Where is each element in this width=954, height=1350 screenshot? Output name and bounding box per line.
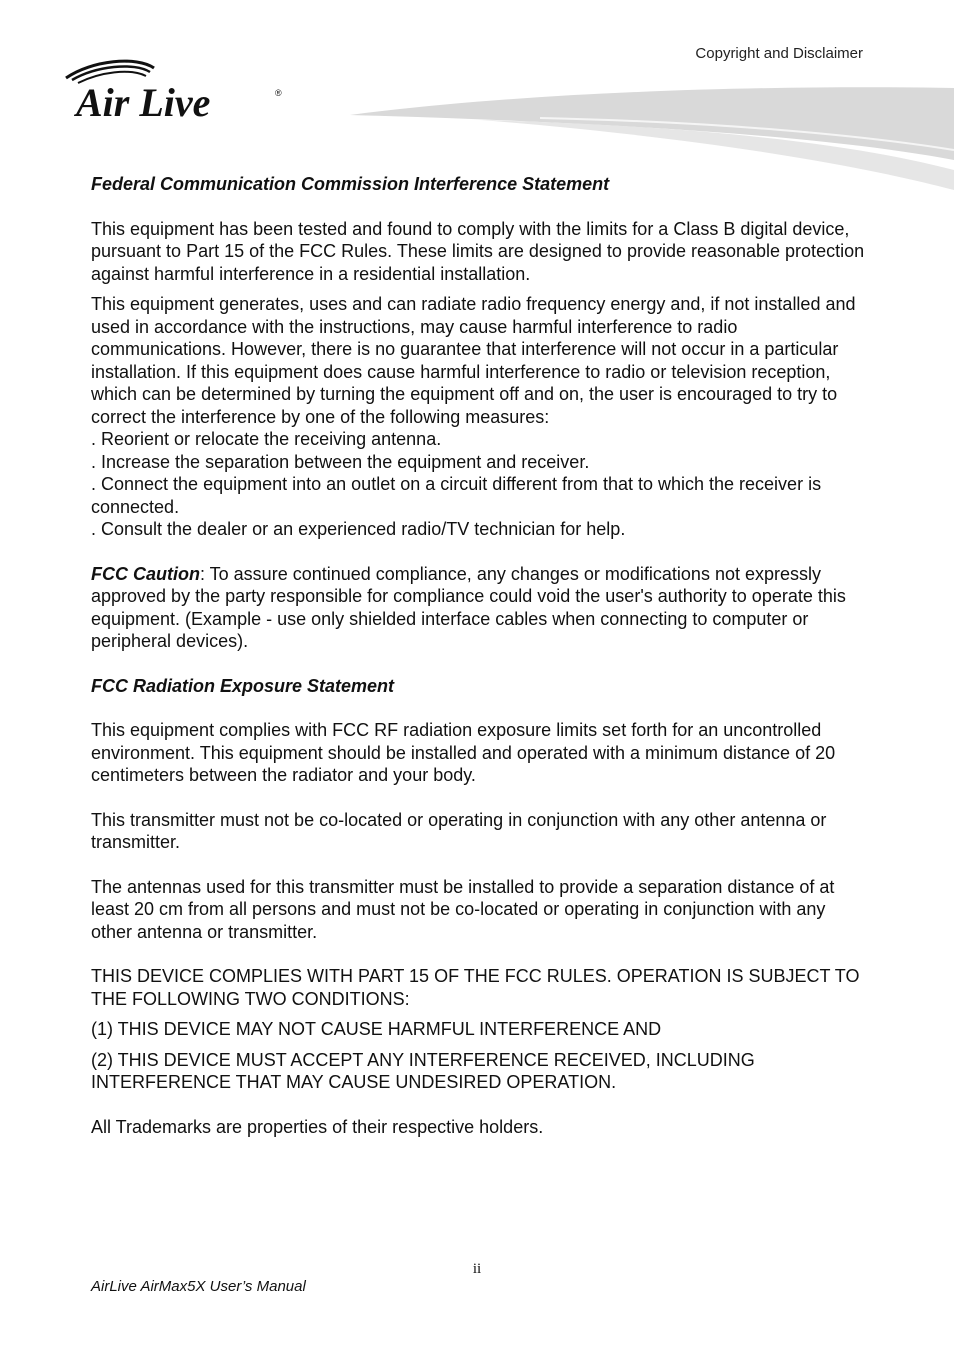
registered-mark: ®	[275, 88, 282, 98]
page-number: ii	[472, 1261, 482, 1277]
section-title: Copyright and Disclaimer	[695, 45, 863, 62]
fcc-interference-heading: Federal Communication Commission Interference Statement	[91, 174, 610, 194]
measure-item: . Increase the separation between the equipment and receiver.	[91, 451, 590, 472]
fcc-radiation-heading: FCC Radiation Exposure Statement	[91, 675, 395, 696]
part15-condition-2: (2) THIS DEVICE MUST ACCEPT ANY INTERFERENCE RECEIVED, INCLUDING INTERFERENCE THAT MAY CAUSE UNDESIRED OPERATION.	[91, 1049, 755, 1092]
trademarks-note: All Trademarks are properties of their respective holders.	[91, 1116, 544, 1137]
footer-manual-title: AirLive AirMax5X User’s Manual	[91, 1278, 306, 1295]
part15-intro: THIS DEVICE COMPLIES WITH PART 15 OF THE FCC RULES. OPERATION IS SUBJECT TO THE FOLLOWING TWO CONDITIONS:	[91, 966, 860, 1009]
fcc-interference-para-2: This equipment generates, uses and can radiate radio frequency energy and, if not installed and used in accordance with the instructions, may cause harmful interference to radio communications. However, there is no guarantee that interference will not occur in a particular installation. If this equipment does cause harmful interference to radio or television reception, which can be determined by turning the equipment off and on, the user is encouraged to try to correct the interference by one of the following measures:	[91, 294, 856, 427]
document-body	[91, 173, 871, 1138]
fcc-radiation-para-3: The antennas used for this transmitter must be installed to provide a separation distance of at least 20 cm from all persons and must not be co-located or operating in conjunction with any other antenna or transmitter.	[91, 876, 835, 942]
logo-wordmark: Air Live	[76, 80, 211, 124]
fcc-radiation-para-1: This equipment complies with FCC RF radiation exposure limits set forth for an uncontrolled environment. This equipment should be installed and operated with a minimum distance of 20 centimeters between the radiator and your body.	[91, 720, 836, 785]
fcc-caution-paragraph	[91, 563, 871, 653]
fcc-radiation-para-2: This transmitter must not be co-located or operating in conjunction with any other antenna or transmitter.	[91, 809, 827, 852]
airlive-logo	[62, 58, 292, 124]
fcc-interference-para-1: This equipment has been tested and found to comply with the limits for a Class B digital device, pursuant to Part 15 of the FCC Rules. These limits are designed to provide reasonable protection against harmful interference in a residential installation.	[91, 218, 865, 284]
measure-item: . Reorient or relocate the receiving antenna.	[91, 429, 442, 449]
fcc-caution-label: FCC Caution	[91, 563, 200, 584]
part15-condition-1: (1) THIS DEVICE MAY NOT CAUSE HARMFUL INTERFERENCE AND	[91, 1019, 662, 1039]
measure-item: . Consult the dealer or an experienced radio/TV technician for help.	[91, 519, 626, 539]
fcc-caution-text: : To assure continued compliance, any changes or modifications not expressly approved by the party responsible for compliance could void the user's authority to operate this equipment. (Example - use only shielded interface cables when connecting to computer or peripheral devices).	[91, 563, 846, 651]
measure-item: . Connect the equipment into an outlet on a circuit different from that to which the receiver is connected.	[91, 474, 822, 517]
